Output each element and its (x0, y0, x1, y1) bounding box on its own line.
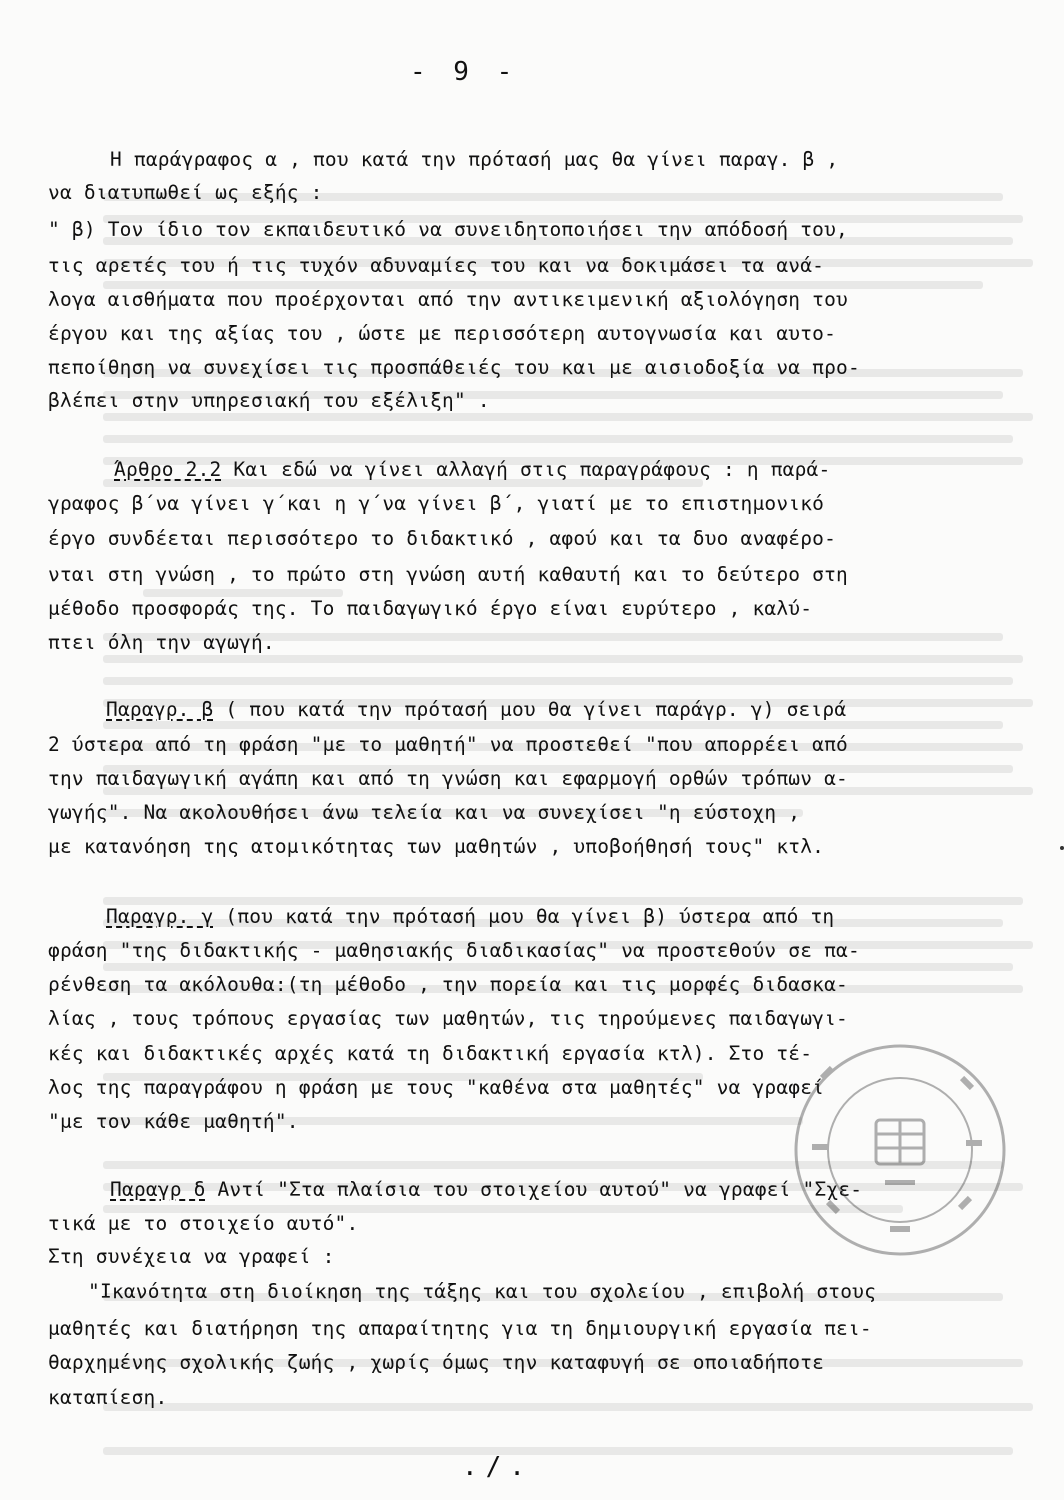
text-line: πεποίθηση να συνεχίσει τις προσπάθειές του και με αισιοδοξία να προ- (48, 356, 860, 379)
text-line: λίας , τους τρόπους εργασίας των μαθητών, τις τηρούμενες παιδαγωγι- (48, 1007, 848, 1030)
text-line: έργου και της αξίας του , ώστε με περισσότερη αυτογνωσία και αυτο- (48, 322, 837, 345)
section-heading-paragraph-d: Παραγρ δ (110, 1178, 206, 1201)
text-line: την παιδαγωγική αγάπη και από τη γνώση και εφαρμογή ορθών τρόπων α- (48, 767, 848, 790)
text-line: κές και διδακτικές αρχές κατά τη διδακτική εργασία κτλ). Στο τέ- (48, 1042, 813, 1065)
text-line: γωγής". Να ακολουθήσει άνω τελεία και να συνεχίσει "η εύστοχη , (48, 801, 801, 824)
text-line: γραφος β΄να γίνει γ΄και η γ΄να γίνει β΄, γιατί με το επιστημονικό (48, 492, 825, 515)
text-line: έργο συνδέεται περισσότερο το διδακτικό , αφού και τα δυο αναφέρο- (48, 527, 837, 550)
section-heading-paragraph-g: Παραγρ. γ (106, 905, 214, 928)
section-heading-paragraph-b: Παραγρ. β (106, 698, 214, 721)
text-line: "με τον κάθε μαθητή". (48, 1110, 299, 1133)
text-fragment: ( που κατά την πρότασή μου θα γίνει παράγρ. γ) σειρά (213, 698, 847, 721)
text-line: Η παράγραφος α , που κατά την πρότασή μας θα γίνει παραγ. β , (110, 148, 839, 171)
section-heading-article-2-2: Άρθρο 2.2 (114, 458, 222, 481)
text-line: με κατανόηση της ατομικότητας των μαθητών , υποβοήθησή τους" κτλ. (48, 835, 825, 858)
text-line: " β) Τον ίδιο τον εκπαιδευτικό να συνειδητοποιήσει την απόδοσή του, (48, 218, 848, 241)
text-line: θαρχημένης σχολικής ζωής , χωρίς όμως την καταφυγή σε οποιαδήποτε (48, 1351, 825, 1374)
text-line: πτει όλη την αγωγή. (48, 631, 275, 654)
text-line: νται στη γνώση , το πρώτο στη γνώση αυτή καθαυτή και το δεύτερο στη (48, 563, 848, 586)
official-stamp-seal (790, 1040, 1010, 1260)
text-line: 2 ύστερα από τη φράση "με το μαθητή" να προστεθεί "που απορρέει από (48, 733, 848, 756)
continuation-mark: ./. (462, 1452, 533, 1482)
text-line: φράση "της διδακτικής - μαθησιακής διαδικασίας" να προστεθούν σε πα- (48, 939, 860, 962)
margin-speck (1060, 846, 1064, 850)
page-number: - 9 - (410, 57, 519, 87)
text-line (110, 1178, 862, 1201)
text-line: τικά με το στοιχείο αυτό". (48, 1212, 359, 1235)
text-fragment: Αντί "Στα πλαίσια του στοιχείου αυτού" να γραφεί "Σχε- (205, 1178, 863, 1201)
text-line: μέθοδο προσφοράς της. Το παιδαγωγικό έργο είναι ευρύτερο , καλύ- (48, 597, 813, 620)
text-line: ρένθεση τα ακόλουθα:(τη μέθοδο , την πορεία και τις μορφές διδασκα- (48, 973, 848, 996)
text-line: λογα αισθήματα που προέρχονται από την αντικειμενική αξιολόγηση του (48, 288, 848, 311)
text-line: λος της παραγράφου η φράση με τους "καθένα στα μαθητές" να γραφεί (48, 1076, 825, 1099)
text-line: μαθητές και διατήρηση της απαραίτητης για τη δημιουργική εργασία πει- (48, 1317, 872, 1340)
text-line: Στη συνέχεια να γραφεί : (48, 1245, 335, 1268)
text-line: καταπίεση. (48, 1386, 168, 1409)
text-line: "Ικανότητα στη διοίκηση της τάξης και του σχολείου , επιβολή στους (88, 1280, 877, 1303)
text-line: να διατυπωθεί ως εξής : (48, 181, 323, 204)
text-line (106, 905, 834, 928)
text-line (114, 458, 830, 481)
text-line (106, 698, 846, 721)
text-fragment: Και εδώ να γίνει αλλαγή στις παραγράφους : η παρά- (221, 458, 831, 481)
text-line: τις αρετές του ή τις τυχόν αδυναμίες του και να δοκιμάσει τα ανά- (48, 254, 825, 277)
text-line: βλέπει στην υπηρεσιακή του εξέλιξη" . (48, 389, 490, 412)
text-fragment: (που κατά την πρότασή μου θα γίνει β) ύστερα από τη (213, 905, 835, 928)
